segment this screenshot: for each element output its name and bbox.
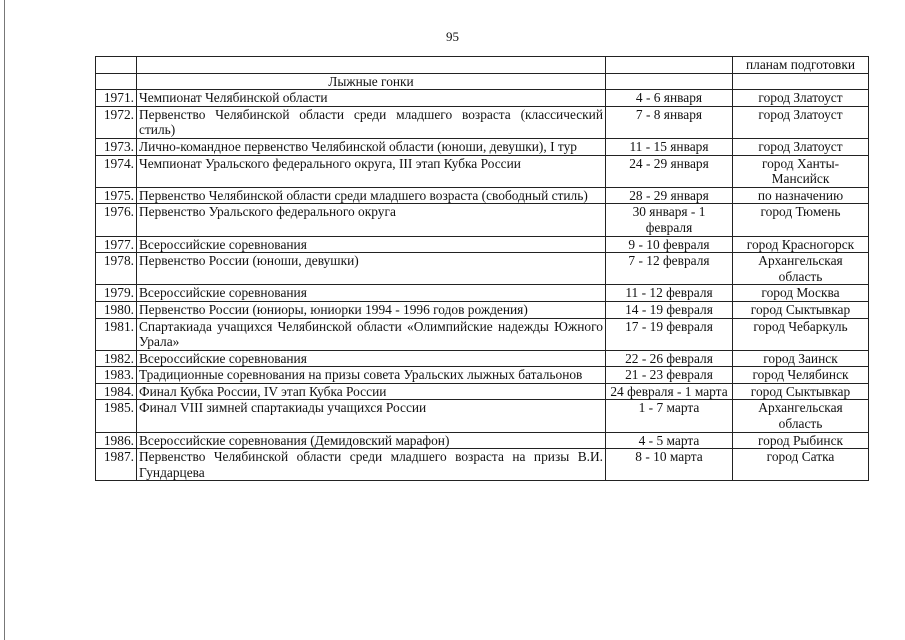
event-place: город Сатка [733, 449, 869, 481]
row-number: 1975. [96, 187, 137, 204]
table-row [96, 318, 869, 350]
table-row [96, 236, 869, 253]
table-row [96, 106, 869, 138]
event-place: Архангельская область [733, 400, 869, 432]
event-place: город Красногорск [733, 236, 869, 253]
event-dates: 11 - 12 февраля [606, 285, 733, 302]
event-dates: 4 - 5 марта [606, 432, 733, 449]
event-name: Первенство Челябинской области среди младшего возраста на призы В.И. Гундарцева [137, 449, 606, 481]
event-name: Всероссийские соревнования [137, 285, 606, 302]
event-place: город Ханты-Мансийск [733, 155, 869, 187]
event-dates: 21 - 23 февраля [606, 367, 733, 384]
event-name: Первенство Челябинской области среди младшего возраста (свободный стиль) [137, 187, 606, 204]
event-name: Чемпионат Челябинской области [137, 90, 606, 107]
event-place: город Москва [733, 285, 869, 302]
event-place: город Сыктывкар [733, 383, 869, 400]
empty-cell [96, 73, 137, 90]
row-number: 1984. [96, 383, 137, 400]
event-name: Первенство Челябинской области среди младшего возраста (классический стиль) [137, 106, 606, 138]
event-place: город Чебаркуль [733, 318, 869, 350]
event-place: Архангельская область [733, 253, 869, 285]
table-row [96, 204, 869, 236]
event-name: Традиционные соревнования на призы совета Уральских лыжных батальонов [137, 367, 606, 384]
event-dates: 24 - 29 января [606, 155, 733, 187]
event-place: город Челябинск [733, 367, 869, 384]
row-number: 1979. [96, 285, 137, 302]
event-dates: 17 - 19 февраля [606, 318, 733, 350]
event-dates: 1 - 7 марта [606, 400, 733, 432]
table-row [96, 90, 869, 107]
event-place: город Заинск [733, 350, 869, 367]
event-name: Всероссийские соревнования [137, 236, 606, 253]
empty-cell [733, 73, 869, 90]
event-dates: 30 января - 1 февраля [606, 204, 733, 236]
event-dates: 14 - 19 февраля [606, 301, 733, 318]
event-dates: 8 - 10 марта [606, 449, 733, 481]
row-number: 1982. [96, 350, 137, 367]
table-row [96, 350, 869, 367]
event-name: Лично-командное первенство Челябинской области (юноши, девушки), I тур [137, 138, 606, 155]
row-number: 1980. [96, 301, 137, 318]
row-number: 1972. [96, 106, 137, 138]
table-row [96, 138, 869, 155]
event-dates: 7 - 8 января [606, 106, 733, 138]
row-number: 1983. [96, 367, 137, 384]
event-dates: 24 февраля - 1 марта [606, 383, 733, 400]
empty-cell [137, 57, 606, 74]
event-name: Первенство Уральского федерального округа [137, 204, 606, 236]
section-title: Лыжные гонки [137, 73, 606, 90]
row-number: 1985. [96, 400, 137, 432]
table-row [96, 449, 869, 481]
event-name: Спартакиада учащихся Челябинской области «Олимпийские надежды Южного Урала» [137, 318, 606, 350]
events-rows [96, 90, 869, 481]
event-name: Всероссийские соревнования (Демидовский марафон) [137, 432, 606, 449]
table-row [96, 400, 869, 432]
event-place: город Рыбинск [733, 432, 869, 449]
event-dates: 11 - 15 января [606, 138, 733, 155]
events-table [95, 56, 869, 481]
event-dates: 7 - 12 февраля [606, 253, 733, 285]
row-number: 1986. [96, 432, 137, 449]
row-number: 1971. [96, 90, 137, 107]
event-place: город Златоуст [733, 90, 869, 107]
row-number: 1987. [96, 449, 137, 481]
table-row [96, 285, 869, 302]
event-place: город Златоуст [733, 106, 869, 138]
empty-cell [606, 73, 733, 90]
scan-edge-line [4, 0, 5, 640]
event-name: Финал Кубка России, IV этап Кубка России [137, 383, 606, 400]
empty-cell [606, 57, 733, 74]
row-number: 1973. [96, 138, 137, 155]
event-place: город Златоуст [733, 138, 869, 155]
continuation-row [96, 57, 869, 74]
event-name: Первенство России (юноши, девушки) [137, 253, 606, 285]
table-row [96, 367, 869, 384]
row-number: 1976. [96, 204, 137, 236]
event-place: город Тюмень [733, 204, 869, 236]
row-number: 1977. [96, 236, 137, 253]
row-number: 1974. [96, 155, 137, 187]
event-dates: 22 - 26 февраля [606, 350, 733, 367]
section-row [96, 73, 869, 90]
table-row [96, 301, 869, 318]
row-number: 1981. [96, 318, 137, 350]
place-continued-cell: планам подготовки [733, 57, 869, 74]
page-number: 95 [446, 29, 459, 44]
table-row [96, 253, 869, 285]
event-dates: 28 - 29 января [606, 187, 733, 204]
event-place: по назначению [733, 187, 869, 204]
empty-cell [96, 57, 137, 74]
event-name: Всероссийские соревнования [137, 350, 606, 367]
event-name: Первенство России (юниоры, юниорки 1994 - 1996 годов рождения) [137, 301, 606, 318]
table-row [96, 155, 869, 187]
table-row [96, 383, 869, 400]
event-name: Чемпионат Уральского федерального округа, III этап Кубка России [137, 155, 606, 187]
table-row [96, 432, 869, 449]
table-row [96, 187, 869, 204]
event-place: город Сыктывкар [733, 301, 869, 318]
event-dates: 9 - 10 февраля [606, 236, 733, 253]
row-number: 1978. [96, 253, 137, 285]
event-name: Финал VIII зимней спартакиады учащихся России [137, 400, 606, 432]
event-dates: 4 - 6 января [606, 90, 733, 107]
